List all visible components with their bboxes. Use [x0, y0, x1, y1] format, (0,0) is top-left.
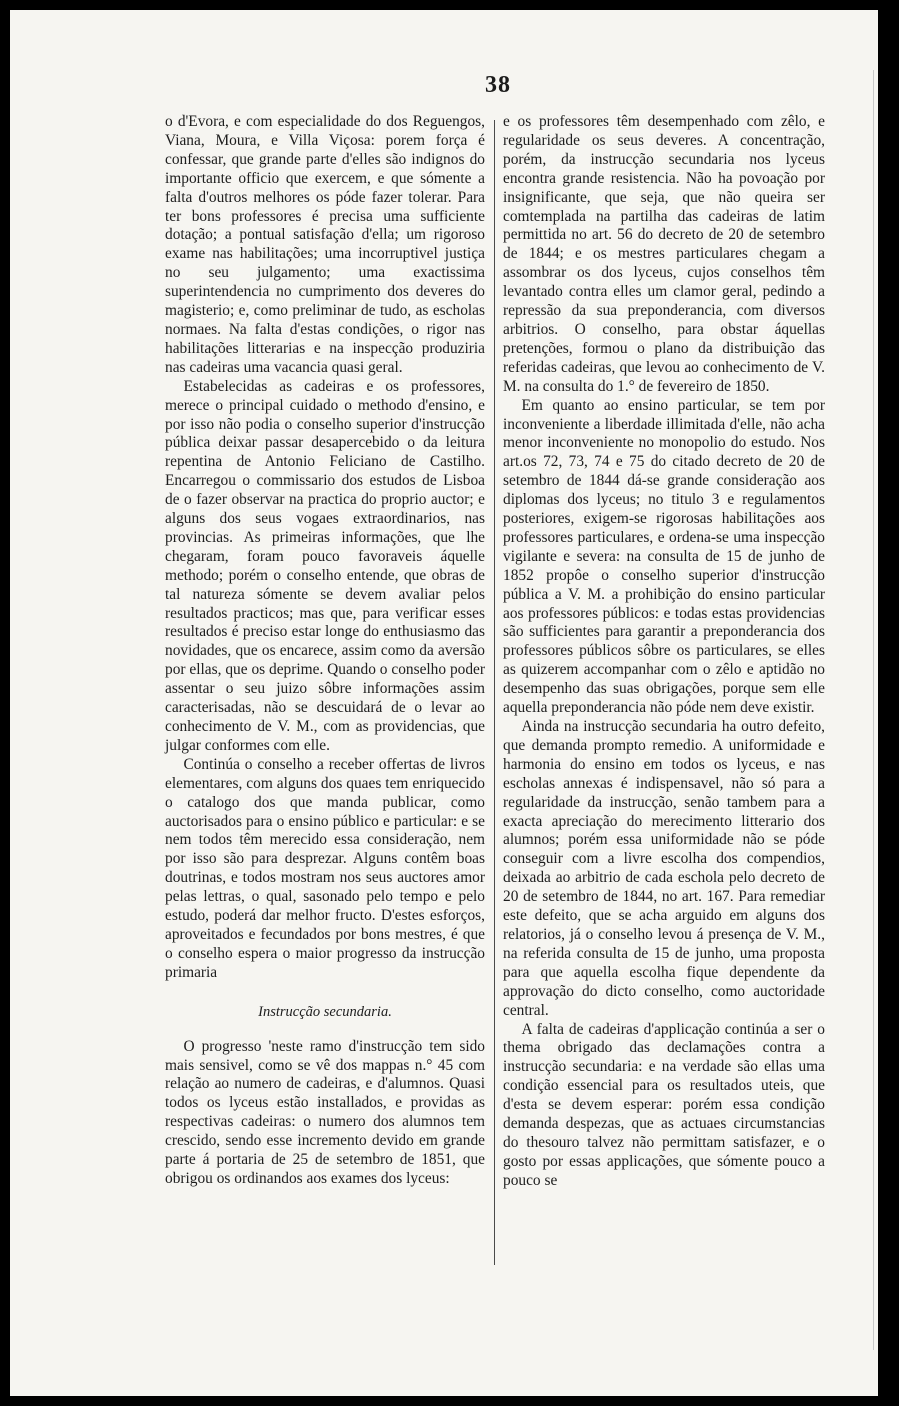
right-text-column [503, 113, 825, 1191]
left-text-column [165, 113, 485, 1189]
paragraph: Em quanto ao ensino particular, se tem por inconveniente a liberdade illimitada d'elle, não acha menor inconveniente no monopolio do estudo. Nos art.os 72, 73, 74 e 75 do citado decreto de 20 de setembro de 1844 dá-se grande consideração aos diplomas dos lyceus; no titulo 3 e regulamentos posteriores, exigem-se rigorosas habilitações aos professores particulares, e ordena-se uma inspecção vigilante e severa: na consulta de 15 de junho de 1852 propôe o conselho superior d'instrucção pública a V. M. a prohibição do ensino particular aos professores públicos: e todas estas providencias são sufficientes para garantir a preponderancia dos professores públicos sôbre os particulares, se elles as quizerem accompanhar com o zêlo e aptidão no desempenho das suas obrigações, porque sem elle aquella preponderancia não póde nem deve existir. [503, 396, 825, 717]
paragraph: Estabelecidas as cadeiras e os professores, merece o principal cuidado o methodo d'ensino, e por isso não podia o conselho superior d'instrucção pública deixar passar desapercebido o da leitura repentina de Antonio Feliciano de Castilho. Encarregou o commissario dos estudos de Lisboa de o fazer observar na practica do proprio auctor; e alguns dos seus vogaes extraordinarios, nas provincias. As primeiras informações, que lhe chegaram, foram pouco favoraveis áquelle methodo; porém o conselho entende, que obras de tal natureza sómente se devem avaliar pelos resultados practicos; mas que, para verificar esses resultados é preciso estar longe do enthusiasmo das novidades, que os encarece, assim como da aversão por ellas, que os deprime. Quando o conselho poder assentar o seu juizo sôbre informações assim caracterisadas, não se descuidará de o levar ao conhecimento de V. M., com as providencias, que julgar conformes com elle. [165, 377, 485, 754]
paragraph: A falta de cadeiras d'applicação continúa a ser o thema obrigado das declamações contra a instrucção secundaria: e na verdade são ellas uma condição essencial para os resultados uteis, que d'esta se devem esperar: porém essa condição demanda despezas, que as actuaes circumstancias do thesouro talvez não permittam satisfazer, e o gosto por essas applicações, que sómente pouco a pouco se [503, 1020, 825, 1189]
paragraph: Ainda na instrucção secundaria ha outro defeito, que demanda prompto remedio. A uniformidade e harmonia do ensino em todos os lyceus, e nas escholas annexas é indispensavel, não só para a regularidade da instrucção, senão tambem para a exacta apreciação do merecimento litterario dos alumnos; porém essa uniformidade não se póde conseguir com a livre escolha dos compendios, deixada ao arbitrio de cada eschola pelo decreto de 20 de setembro de 1844, no art. 167. Para remediar este defeito, que se acha arguido em alguns dos relatorios, já o conselho levou á presença de V. M., na referida consulta de 15 de junho, uma proposta para que aquella escolha fique dependente da approvação do dicto conselho, como auctoridade central. [503, 718, 825, 1019]
section-heading: Instrucção secundaria. [258, 1003, 392, 1020]
paragraph: o d'Evora, e com especialidade do dos Reguengos, Viana, Moura, e Villa Viçosa: porem força é confessar, que grande parte d'elles são indignos do importante officio que exercem, e que sómente a falta d'outros melhores os póde fazer tolerar. Para ter bons professores é precisa uma sufficiente dotação; a pontual satisfação d'ella; um rigoroso exame nas habilitações; uma incorruptivel justiça no seu julgamento; uma exactissima superintendencia no cumprimento dos deveres do magisterio; e, como preliminar de tudo, as escholas normaes. Na falta d'estas condições, o rigor nas habilitações litterarias e na inspecção produziria nas cadeiras uma vacancia quasi geral. [165, 113, 485, 376]
scanned-page [10, 10, 878, 1396]
paragraph: O progresso 'neste ramo d'instrucção tem sido mais sensivel, como se vê dos mappas n.° 45 com relação ao numero de cadeiras, e d'alumnos. Quasi todos os lyceus estão installados, e providas as respectivas cadeiras: o numero dos alumnos tem crescido, sendo esse incremento devido em grande parte á portaria de 25 de setembro de 1851, que obrigou os ordinandos aos exames dos lyceus: [165, 1037, 485, 1187]
page-edge-mark [873, 70, 874, 1350]
column-divider [494, 120, 495, 1265]
paragraph: e os professores têm desempenhado com zêlo, e regularidade os seus deveres. A concentração, porém, da instrucção secundaria nos lyceus encontra grande resistencia. Não ha povoação por insignificante, que seja, que não queira ser comtemplada na partilha das cadeiras de latim permittida no art. 56 do decreto de 20 de setembro de 1844; e os mestres particulares chegam a assombrar os dos lyceus, cujos conselhos têm levantado contra elles um clamor geral, pedindo a repressão da sua preponderancia, com diversos arbitrios. O conselho, para obstar áquellas pretenções, formou o plano da distribuição das referidas cadeiras, que levou ao conhecimento de V. M. na consulta do 1.° de fevereiro de 1850. [503, 113, 825, 395]
page-number: 38 [485, 72, 511, 98]
bleed-through-mark [309, 65, 319, 103]
paragraph: Continúa o conselho a receber offertas de livros elementares, com alguns dos quaes tem enriquecido o catalogo dos que manda publicar, como auctorisados para o ensino público e particular: e se nem todos têm merecido essa consideração, nem por isso são para desprezar. Alguns contêm boas doutrinas, e todos mostram nos seus auctores amor pelas lettras, o qual, sasonado pelo tempo e pelo estudo, poderá dar melhor fructo. D'estes esforços, aproveitados e fecundados por bons mestres, é que o conselho espera o maior progresso da instrucção primaria [165, 755, 485, 981]
